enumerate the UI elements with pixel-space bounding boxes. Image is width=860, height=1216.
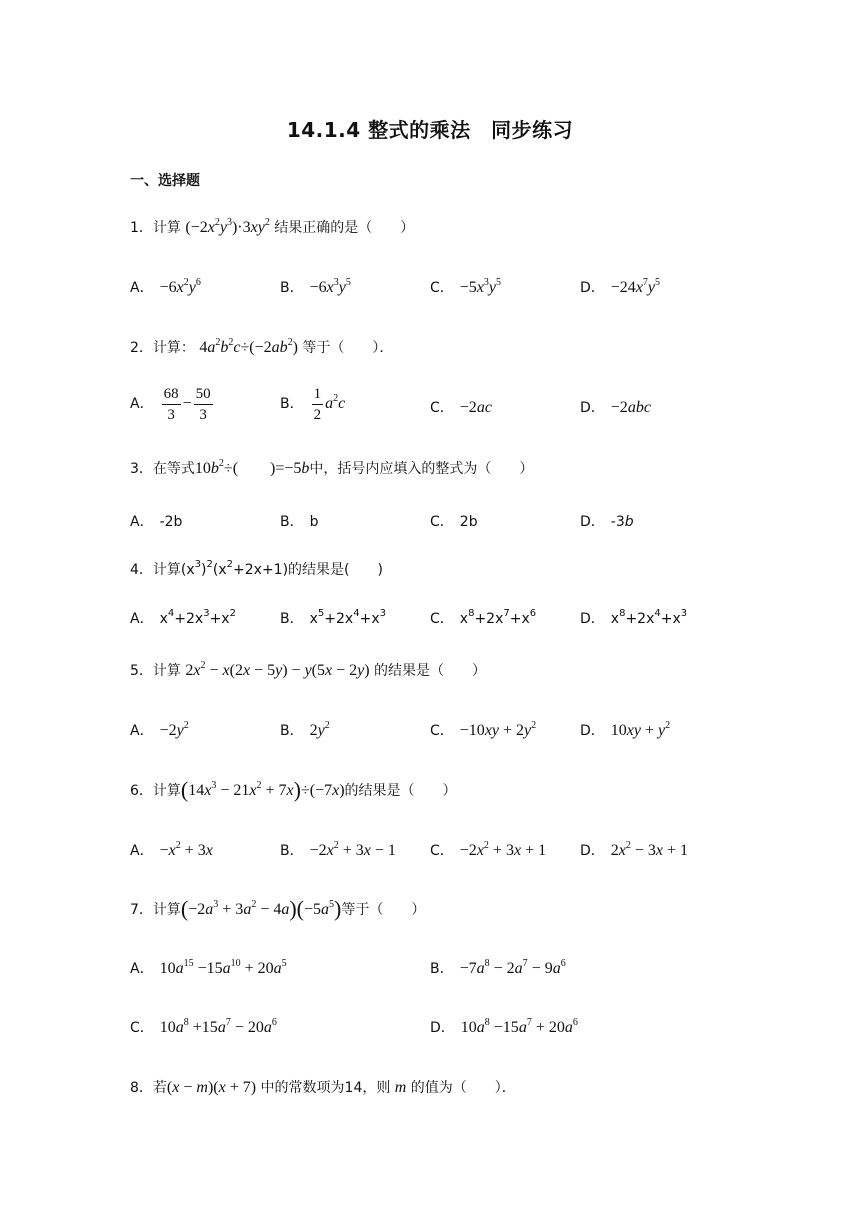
q2-option-b[interactable]: B． $\frac{1}{2}$ $a^2c$	[280, 386, 346, 423]
question-8: 8．若(x − m)(x + 7) 中的常数项为14，则 m 的值为（ ）．	[130, 1079, 516, 1096]
question-6-expr: $(14x^3 - 21x^2 + 7x)\div(-7x)$	[180, 777, 345, 802]
q6-option-c[interactable]: C． $-2x^2 + 3x + 1$	[430, 840, 547, 859]
q3-option-b[interactable]: B． b	[280, 514, 319, 530]
q4-option-c[interactable]: C． $x^8+2x^7+x^6$	[430, 608, 537, 627]
q2-option-c[interactable]: C． −2ac	[430, 399, 492, 416]
question-1: 1．计算 $(-2x^2y^3)\cdot 3xy^2$ 结果正确的是（ ）	[130, 217, 415, 236]
q5-option-d[interactable]: D． $10xy + y^2$	[580, 720, 671, 739]
question-2-expr: $4a^2b^2c\div(-2ab^2)$	[199, 337, 298, 356]
q4-option-a[interactable]: A． $x^4+2x^3+x^2$	[130, 608, 236, 627]
question-2: 2．计算： $4a^2b^2c\div(-2ab^2)$ 等于（ ）．	[130, 337, 394, 356]
q2-option-a[interactable]: A． $\frac{68}{3}$ − $\frac{50}{3}$	[130, 386, 211, 423]
q3-option-d[interactable]: D． -3b	[580, 514, 634, 530]
q1-option-a[interactable]: A． $-6x^2y^6$	[130, 277, 201, 296]
question-5-expr: $2x^2 - x(2x - 5y) - y(5x - 2y)$	[185, 660, 370, 679]
q4-option-b[interactable]: B． $x^5+2x^4+x^3$	[280, 608, 386, 627]
q5-option-b[interactable]: B． $2y^2$	[280, 720, 330, 739]
question-7: 7．计算$(-2a^3 + 3a^2 - 4a)(-5a^5)$等于（ ）	[130, 896, 426, 921]
q7-option-a[interactable]: A． $10a^{15} -15a^{10} + 20a^5$	[130, 958, 287, 977]
q3-option-a[interactable]: A． -2b	[130, 514, 183, 530]
section-heading: 一、选择题	[130, 173, 200, 189]
question-6: 6．计算$(14x^3 - 21x^2 + 7x)\div(-7x)$的结果是（ ）	[130, 777, 457, 802]
q2-option-d[interactable]: D． −2abc	[580, 399, 651, 416]
q5-option-c[interactable]: C． $-10xy + 2y^2$	[430, 720, 537, 739]
question-1-expr: $(-2x^2y^3)\cdot 3xy^2$	[185, 217, 270, 236]
q1-option-c[interactable]: C． $-5x^3y^5$	[430, 277, 502, 296]
question-5: 5．计算 $2x^2 - x(2x - 5y) - y(5x - 2y)$ 的结果是（ ）	[130, 660, 487, 679]
q1-option-d[interactable]: D． $-24x^7y^5$	[580, 277, 661, 296]
q6-option-b[interactable]: B． $-2x^2 + 3x - 1$	[280, 840, 396, 859]
question-7-expr: $(-2a^3 + 3a^2 - 4a)(-5a^5)$	[180, 896, 342, 921]
q6-option-d[interactable]: D． $2x^2 - 3x + 1$	[580, 840, 689, 859]
q7-option-d[interactable]: D． $10a^8 -15a^7 + 20a^6$	[430, 1017, 578, 1036]
question-8-expr: (x − m)(x + 7)	[166, 1079, 257, 1096]
q6-option-a[interactable]: A． $-x^2 + 3x$	[130, 840, 213, 859]
q3-option-c[interactable]: C． 2b	[430, 514, 478, 530]
page-title: 14.1.4 整式的乘法 同步练习	[286, 118, 574, 142]
q1-option-b[interactable]: B． $-6x^3y^5$	[280, 277, 351, 296]
q7-option-b[interactable]: B． $-7a^8 - 2a^7 - 9a^6$	[430, 958, 566, 977]
q7-option-c[interactable]: C． $10a^8 +15a^7 - 20a^6$	[130, 1017, 277, 1036]
q4-option-d[interactable]: D． $x^8+2x^4+x^3$	[580, 608, 688, 627]
question-3-expr: $10b^2\div$( )=−5b	[194, 458, 310, 477]
question-4: 4．计算$(x^3)^2(x^2+2x+1)$的结果是( )	[130, 559, 383, 578]
q5-option-a[interactable]: A． $-2y^2$	[130, 720, 189, 739]
question-3: 3．在等式$10b^2\div$( )=−5b中，括号内应填入的整式为（ ）	[130, 458, 534, 477]
